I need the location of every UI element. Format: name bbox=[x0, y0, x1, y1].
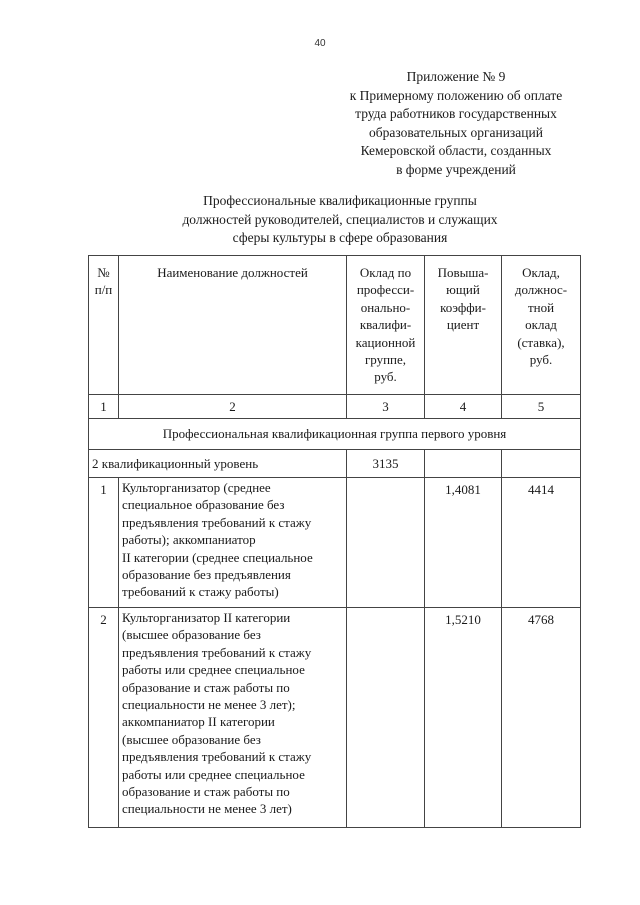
header-text: № bbox=[97, 265, 110, 280]
table-row bbox=[89, 608, 581, 828]
appendix-line: Приложение № 9 bbox=[406, 69, 506, 84]
header-position-name bbox=[119, 256, 347, 395]
position-line: (высшее образование без bbox=[122, 627, 261, 643]
position-line: образование и стаж работы по bbox=[122, 679, 290, 695]
header-text: (ставка), bbox=[517, 334, 565, 350]
header-text: п/п bbox=[94, 282, 113, 298]
row-coefficient: 1,4081 bbox=[425, 478, 502, 608]
position-line: специальности не менее 3 лет) bbox=[122, 801, 292, 817]
header-text: руб. bbox=[529, 352, 553, 368]
empty-cell bbox=[502, 450, 581, 478]
position-line: специальное образование без bbox=[122, 497, 285, 513]
title-line: должностей руководителей, специалистов и служащих bbox=[182, 211, 498, 227]
group-title: Профессиональная квалификационная группа первого уровня bbox=[89, 419, 581, 450]
appendix-line: Кемеровской области, созданных bbox=[360, 143, 552, 158]
level-row bbox=[89, 450, 581, 478]
document-title bbox=[120, 192, 560, 248]
row-salary: 4414 bbox=[502, 478, 581, 608]
row-index: 1 bbox=[89, 478, 119, 608]
header-text: циент bbox=[446, 317, 480, 333]
empty-cell bbox=[425, 450, 502, 478]
appendix-note bbox=[322, 68, 590, 179]
position-line: образование и стаж работы по bbox=[122, 784, 290, 800]
appendix-line: к Примерному положению об оплате bbox=[349, 87, 563, 103]
column-number: 3 bbox=[347, 395, 425, 419]
empty-cell bbox=[347, 608, 425, 828]
column-number: 1 bbox=[89, 395, 119, 419]
title-line: Профессиональные квалификационные группы bbox=[203, 193, 477, 208]
header-text: онально- bbox=[360, 299, 411, 315]
appendix-line: в форме учреждений bbox=[396, 161, 516, 177]
column-number: 2 bbox=[119, 395, 347, 419]
position-line: Культорганизатор II категории bbox=[122, 610, 291, 625]
page-number: 40 bbox=[314, 38, 326, 49]
header-text: оклад bbox=[525, 317, 557, 333]
position-line: Культорганизатор (среднее bbox=[122, 480, 271, 495]
header-text: Повыша- bbox=[437, 265, 489, 280]
column-number-row bbox=[89, 395, 581, 419]
header-text: коэффи- bbox=[440, 299, 486, 315]
position-line: работы или среднее специальное bbox=[122, 662, 305, 678]
position-line: образование без предъявления bbox=[122, 567, 291, 583]
header-text: Оклад по bbox=[359, 265, 412, 280]
header-coefficient bbox=[425, 256, 502, 395]
header-text: ющий bbox=[446, 282, 480, 298]
header-text: професси- bbox=[356, 282, 415, 298]
position-line: работы); аккомпаниатор bbox=[122, 532, 256, 548]
position-line: предъявления требований к стажу bbox=[122, 749, 312, 765]
header-number bbox=[89, 256, 119, 395]
header-text: тной bbox=[527, 299, 555, 315]
title-line: сферы культуры в сфере образования bbox=[232, 230, 448, 245]
position-line: требований к стажу работы) bbox=[122, 584, 279, 600]
position-line: предъявления требований к стажу bbox=[122, 514, 312, 530]
header-text: должнос- bbox=[514, 282, 568, 298]
appendix-line: труда работников государственных bbox=[355, 106, 557, 121]
position-line: II категории (среднее специальное bbox=[122, 549, 313, 565]
header-text: Наименование должностей bbox=[157, 265, 308, 280]
header-text: руб. bbox=[374, 369, 397, 385]
header-salary bbox=[502, 256, 581, 395]
table-row bbox=[89, 478, 581, 608]
row-salary: 4768 bbox=[502, 608, 581, 828]
header-text: квалифи- bbox=[359, 317, 412, 333]
appendix-line: образовательных организаций bbox=[369, 124, 543, 140]
level-label: 2 квалификационный уровень bbox=[89, 450, 347, 478]
row-index: 2 bbox=[89, 608, 119, 828]
header-text: группе, bbox=[364, 352, 407, 368]
position-line: аккомпаниатор II категории bbox=[122, 714, 275, 730]
position-line: специальности не менее 3 лет); bbox=[122, 697, 296, 713]
salary-table bbox=[88, 255, 581, 828]
position-name bbox=[119, 608, 347, 828]
column-number: 5 bbox=[502, 395, 581, 419]
position-name bbox=[119, 478, 347, 608]
table-header-row bbox=[89, 256, 581, 395]
position-line: (высшее образование без bbox=[122, 731, 261, 747]
header-group-salary bbox=[347, 256, 425, 395]
empty-cell bbox=[347, 478, 425, 608]
header-text: Оклад, bbox=[522, 265, 560, 280]
row-coefficient: 1,5210 bbox=[425, 608, 502, 828]
level-base-salary: 3135 bbox=[347, 450, 425, 478]
position-line: работы или среднее специальное bbox=[122, 766, 305, 782]
position-line: предъявления требований к стажу bbox=[122, 644, 312, 660]
column-number: 4 bbox=[425, 395, 502, 419]
group-title-row bbox=[89, 419, 581, 450]
header-text: кационной bbox=[355, 334, 416, 350]
